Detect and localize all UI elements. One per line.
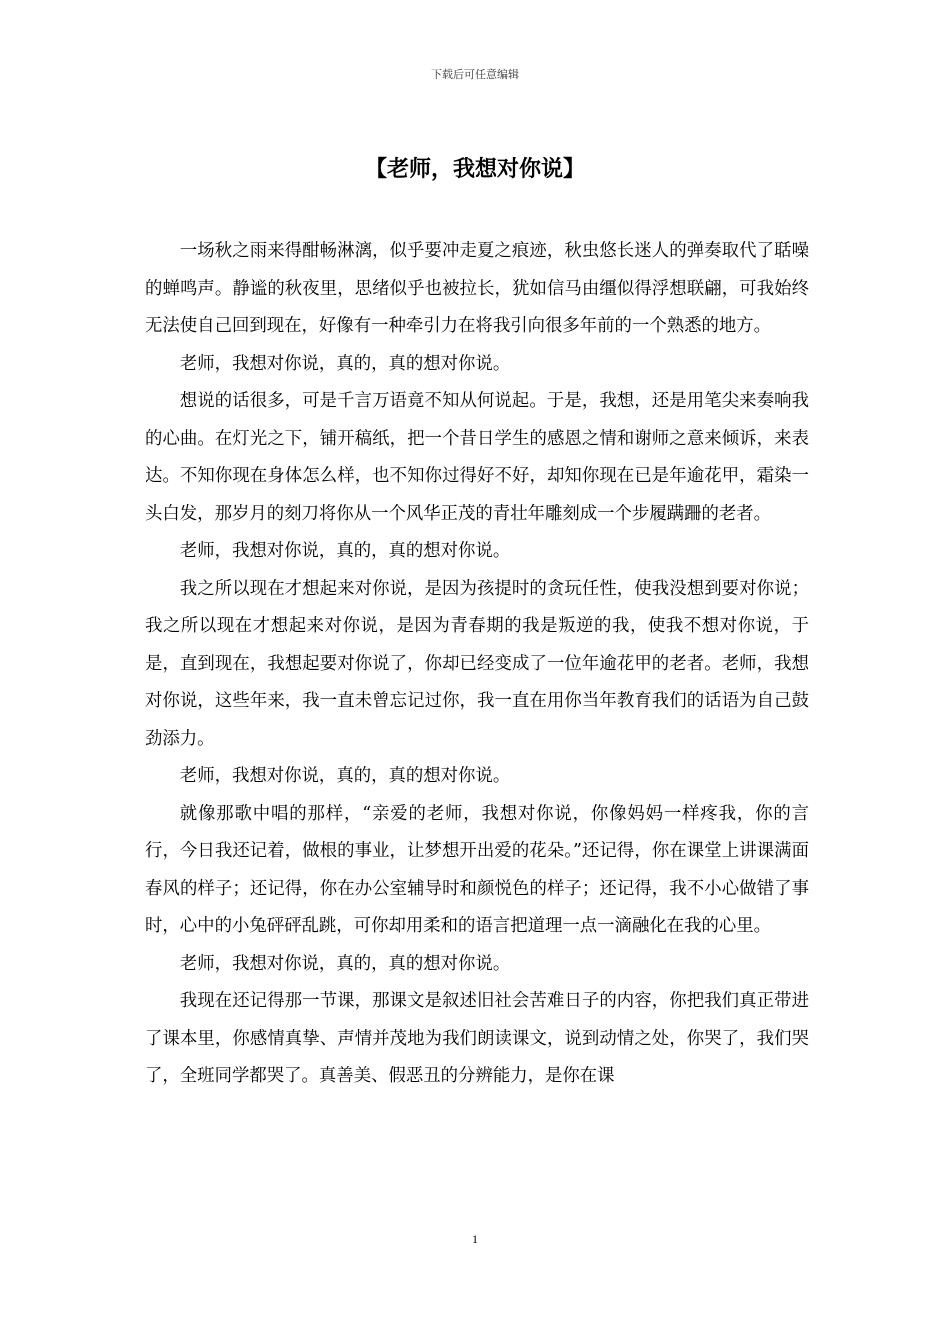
paragraph: 老师，我想对你说，真的，真的想对你说。 <box>179 766 511 786</box>
paragraph: 老师，我想对你说，真的，真的想对你说。 <box>179 353 511 374</box>
paragraph: 老师，我想对你说，真的，真的想对你说。 <box>179 953 511 974</box>
document-title: 【老师，我想对你说】 <box>364 157 585 182</box>
paragraph: 我现在还记得那一节课，那课文是叙述旧社会苦难日子的内容，你把我们真正带进了课本里，你感情真挚、声情并茂地为我们朗读课文，说到动情之处，你哭了，我们哭了，全班同学都哭了。真善美、假恶丑的分辨能力，是你在课 <box>145 991 809 1086</box>
document-body <box>145 233 809 1096</box>
paragraph: 想说的话很多，可是千言万语竟不知从何说起。于是，我想，还是用笔尖来奏响我的心曲。在灯光之下，铺开稿纸，把一个昔日学生的感恩之情和谢师之意来倾诉，来表达。不知你现在身体怎么样，也不知你过得好不好，却知你现在已是年逾花甲，霜染一头白发，那岁月的刻刀将你从一个风华正茂的青壮年雕刻成一个步履蹒跚的老者。 <box>145 391 809 524</box>
page-header-note: 下载后可任意编辑 <box>431 68 519 81</box>
page-number: 1 <box>472 1232 478 1246</box>
paragraph: 老师，我想对你说，真的，真的想对你说。 <box>179 541 511 561</box>
paragraph: 就像那歌中唱的那样，“亲爱的老师，我想对你说，你像妈妈一样疼我，你的言行，今日我还记着，做根的事业，让梦想开出爱的花朵。”还记得，你在课堂上讲课满面春风的样子；还记得，你在办公室辅导时和颜悦色的样子；还记得，我不小心做错了事时，心中的小兔砰砰乱跳，可你却用柔和的语言把道理一点一滴融化在我的心里。 <box>145 803 809 936</box>
paragraph: 我之所以现在才想起来对你说，是因为孩提时的贪玩任性，使我没想到要对你说；我之所以现在才想起来对你说，是因为青春期的我是叛逆的我，使我不想对你说，于是，直到现在，我想起要对你说了，你却已经变成了一位年逾花甲的老者。老师，我想对你说，这些年来，我一直未曾忘记过你，我一直在用你当年教育我们的话语为自己鼓劲添力。 <box>145 578 809 749</box>
paragraph: 一场秋之雨来得酣畅淋漓，似乎要冲走夏之痕迹，秋虫悠长迷人的弹奏取代了聒噪的蝉鸣声。静谧的秋夜里，思绪似乎也被拉长，犹如信马由缰似得浮想联翩，可我始终无法使自己回到现在，好像有一种牵引力在将我引向很多年前的一个熟悉的地方。 <box>145 241 809 336</box>
